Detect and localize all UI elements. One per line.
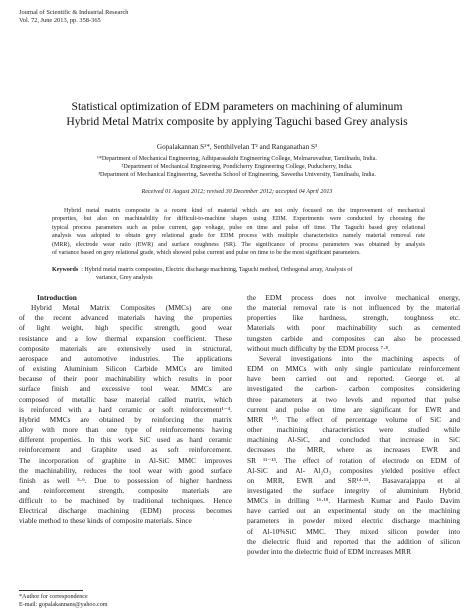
body-text-line: EDM on MMCs with only single particulate reinforcement (247, 364, 460, 374)
body-text-line: the material removal rate is not influenced by the material (247, 303, 460, 313)
body-text-line: the dielectric fluid and reported that the addition of silicon (247, 536, 460, 546)
body-text-line: composite materials are extensively used in structural, (19, 343, 232, 353)
body-text-line: different properties. In this work SiC used as hard ceramic (19, 435, 232, 445)
received-dates: Received 01 August 2012; revised 30 December 2012; accepted 04 April 2013 (141, 189, 333, 195)
body-text-line: Electrical discharge machining (EDM) process becomes (19, 506, 232, 516)
body-text-line: difficult to be machined by traditional techniques. Hence (19, 496, 232, 506)
keywords-label: Keywords (52, 267, 79, 273)
affiliation: ¹*Department of Mechanical Engineering, Adhiparasakthi Engineering College, Melmaruvathur, Tamilnadu, India. (97, 156, 377, 162)
abstract-line: analysis was adopted to obtain grey relational grade for EDM process with multiple characteristics namely material removal rate (52, 233, 425, 240)
journal-name: Journal of Scientific & Industrial Research (19, 9, 129, 16)
body-text-line: Hybrid MMCs are obtained by reinforcing the matrix (19, 414, 232, 424)
affiliations (30, 155, 444, 179)
journal-volume: Vol. 72, June 2013, pp. 358-365 (19, 17, 101, 24)
keywords-line: variance, Grey analysis (96, 275, 153, 282)
body-text-line: SR ¹¹⁻¹³. The effect of rotation of electrode on EDM of (247, 455, 460, 465)
body-text-line: Hybrid Metal Matrix Composites (MMCs) are one (31, 303, 232, 313)
paper-title (40, 99, 434, 129)
body-text-line: composed of metallic base material called matrix, which (19, 394, 232, 404)
body-text-line: aerospace and automotive industries. The applications (19, 353, 232, 363)
keywords-line: Hybrid metal matrix composites, Electric discharge machining, Taguchi method, Orthogonal array, Analysis of (84, 267, 353, 273)
abstract-line: Hybrid metal matrix composite is a recent kind of material which are not only focused on the improvement of mechanical (64, 208, 425, 214)
body-text-line: of Al-10%SiC MMC. They mixed silicon powder into (247, 526, 460, 536)
body-text-line: MRR ¹⁰. The effect of percentage volume of SiC and (247, 414, 460, 424)
title-line: Hybrid Metal Matrix composite by applying Taguchi based Grey analysis (66, 115, 408, 128)
body-text-line: The incorporation of graphite in Al-SiC MMC improves (19, 455, 232, 465)
abstract (52, 207, 425, 257)
body-text-line: reinforcement and Graphite used as soft reinforcement. (19, 445, 232, 455)
body-text-line: properties like hardness, strength, toughness etc. (247, 313, 460, 323)
body-text-line: three parameters at two levels and reported that pulse (247, 394, 460, 404)
affiliation: ²Department of Mechanical Engineering, Pondicherry Engineering College, Puducherry, India. (121, 164, 353, 170)
section-heading: Introduction (37, 293, 77, 302)
abstract-line: typical process parameters such as pulse current, gap voltage, pulse on time and pulse off time. The Taguchi based grey relational (52, 224, 425, 231)
body-text-line: the EDM process does not involve mechanical energy, (247, 293, 460, 302)
title-line: Statistical optimization of EDM parameters on machining of aluminum (71, 100, 403, 113)
body-text-line: Al-SiC and Al- Al₂O₃ composites yielded positive effect (247, 465, 460, 475)
body-text-line: parameters in powder mixed electric discharge machining (247, 516, 460, 526)
body-text-line: and reinforcement strength, composite materials are (19, 485, 232, 495)
body-text-line: powder into the dielectric fluid of EDM increases MRR (247, 546, 411, 556)
affiliation: ³Department of Mechanical Engineering, Saveetha School of Engineering, Saveetha University, Tamilnadu, India. (98, 172, 376, 178)
body-text-line: Several investigations into the machining aspects of (259, 353, 460, 363)
body-text-line: of light weight, high specific strength, good wear (19, 323, 232, 333)
body-text-line: surface finish and excessive tool wear. MMCs are (19, 384, 232, 394)
author-list: Gopalakannan S¹*, Senthilvelan T² and Ranganathan S³ (156, 143, 318, 151)
body-text-line: without much difficulty by the EDM process ⁷·⁸. (247, 343, 390, 353)
right-column (247, 293, 460, 557)
body-text-line: is reinforced with a hard ceramic or soft reinforcement¹⁻⁴. (19, 404, 232, 414)
abstract-line: properties, but also on machinability for difficult-to-machine shapes using EDM. Experiments were conducted by choosing the (52, 216, 425, 223)
body-text-line: investigated the surface integrity of aluminium Hybrid (247, 485, 460, 495)
body-text-line: finish as well ⁵·⁶. Due to possession of higher hardness (19, 475, 232, 485)
body-text-line: investigated the carbon- carbon composites considering (247, 384, 460, 394)
body-text-line: of the recent advanced materials having the properties (19, 313, 232, 323)
body-text-line: tungsten carbide and composites can also be processed (247, 333, 460, 343)
body-text-line: the machinability, reduces the tool wear with good surface (19, 465, 232, 475)
body-text-line: of existing Aluminium Silicon Carbide MMCs are limited (19, 364, 232, 374)
body-text-line: viable method to these kinds of composite materials. Since (19, 516, 192, 526)
body-text-line: have carried out an experimental study on the machining (247, 506, 460, 516)
body-text-line: current and pulse on time are significant for EWR and (247, 404, 460, 414)
footnote (19, 593, 108, 609)
left-column (19, 293, 232, 527)
body-text-line: have been carried out and reported. George et. al (247, 374, 460, 384)
keywords: Keywords : Hybrid metal matrix composites, Electric discharge machining, Taguchi method, Orthogonal array, Analysis of variance, Grey analysis (52, 266, 425, 283)
body-text-line: Materials with poor machinability such as cemented (247, 323, 460, 333)
body-text-line: other machining characteristics were studied while (247, 425, 460, 435)
body-text-line: alloy with more than one type of reinforcements having (19, 425, 232, 435)
body-text-line: decreases the MRR, where as increases EWR and (247, 445, 460, 455)
body-text-line: machining Al-SiC, and concluded that increase in SiC (247, 435, 460, 445)
footnote-rule (19, 590, 83, 591)
body-text-line: MMCs in drilling ¹⁶·¹⁸. Harmesh Kumar and Paulo Davim (247, 496, 460, 506)
email-line: E-mail: gopalakannans@yahoo.com (19, 602, 108, 608)
body-text-line: resistance and a low thermal expansion coefficient. These (19, 333, 232, 343)
abstract-line: (MRR), electrode wear ratio (EWR) and surface roughness (SR). The significance of process parameters was obtained by analysis (52, 241, 425, 248)
correspondence-note: *Author for correspondence (19, 594, 88, 600)
abstract-line: of variance based on grey relational grade, which showed pulse current and pulse on time to be the most significant parameters. (52, 250, 361, 257)
body-text-line: because of their poor machinability which results in poor (19, 374, 232, 384)
body-text-line: on MRR, EWR and SR¹⁴·¹⁵. Basavarajappa et al (247, 475, 460, 485)
journal-header (19, 9, 129, 25)
